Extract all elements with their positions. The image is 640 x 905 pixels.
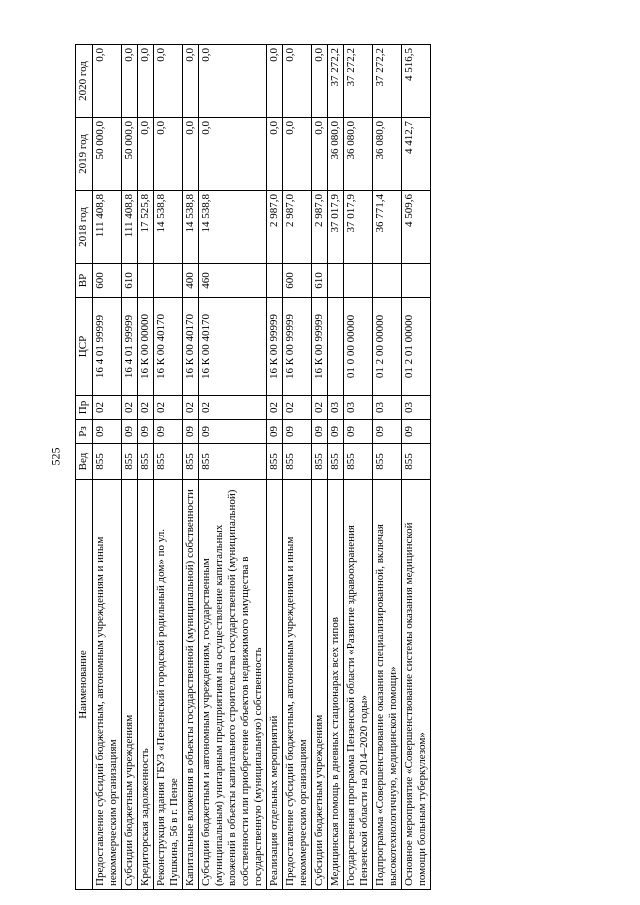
cell-2018: 2 987,0: [267, 191, 283, 264]
cell-csr: 16 К 00 99999: [312, 298, 328, 396]
table-header-row: [76, 45, 93, 890]
table-row: [402, 45, 431, 890]
table-row: [93, 45, 122, 890]
cell-2019: 4 412,7: [402, 118, 431, 191]
cell-2020: 0,0: [138, 45, 154, 118]
cell-vr: [344, 264, 373, 298]
cell-ved: 855: [283, 444, 312, 480]
header-2020: 2020 год: [76, 45, 93, 118]
cell-name: Основное мероприятие «Совершенствование системы оказания медицинской помощи больным туберкулезом»: [402, 480, 431, 890]
cell-pr: 03: [344, 396, 373, 420]
cell-2018: 36 771,4: [373, 191, 402, 264]
table-row: [138, 45, 154, 890]
table-row: [267, 45, 283, 890]
cell-ved: 855: [373, 444, 402, 480]
cell-2020: 37 272,2: [328, 45, 344, 118]
table-row: [183, 45, 199, 890]
cell-vr: 600: [93, 264, 122, 298]
cell-rz: 09: [267, 420, 283, 444]
header-pr: Пр: [76, 396, 93, 420]
cell-csr: 01 2 01 00000: [402, 298, 431, 396]
cell-pr: 02: [283, 396, 312, 420]
cell-rz: 09: [373, 420, 402, 444]
page-number: 525: [48, 447, 63, 466]
cell-csr: 16 К 00 99999: [283, 298, 312, 396]
cell-csr: 16 К 00 99999: [267, 298, 283, 396]
cell-2018: 17 525,8: [138, 191, 154, 264]
cell-ved: 855: [267, 444, 283, 480]
cell-name: Медицинская помощь в дневных стационарах всех типов: [328, 480, 344, 890]
header-2019: 2019 год: [76, 118, 93, 191]
cell-2018: 37 017,9: [328, 191, 344, 264]
cell-name: Предоставление субсидий бюджетным, автономным учреждениям и иным некоммерческим организациям: [93, 480, 122, 890]
cell-2019: 36 080,0: [344, 118, 373, 191]
cell-pr: 02: [312, 396, 328, 420]
cell-vr: 610: [312, 264, 328, 298]
cell-name: Субсидии бюджетным учреждениям: [312, 480, 328, 890]
cell-csr: [328, 298, 344, 396]
cell-vr: 600: [283, 264, 312, 298]
cell-name: Подпрограмма «Совершенствование оказания специализированной, включая высокотехнологичную, медицинской помощи»: [373, 480, 402, 890]
cell-ved: 855: [328, 444, 344, 480]
header-name: Наименование: [76, 480, 93, 890]
cell-vr: 610: [122, 264, 138, 298]
cell-name: Предоставление субсидий бюджетным, автономным учреждениям и иным некоммерческим организациям: [283, 480, 312, 890]
budget-table: [75, 44, 431, 890]
cell-2018: 14 538,8: [183, 191, 199, 264]
cell-rz: 09: [199, 420, 267, 444]
cell-2018: 111 408,8: [93, 191, 122, 264]
cell-pr: 02: [154, 396, 183, 420]
cell-pr: 02: [138, 396, 154, 420]
cell-rz: 09: [283, 420, 312, 444]
cell-2018: 4 509,6: [402, 191, 431, 264]
cell-vr: [373, 264, 402, 298]
cell-2020: 0,0: [183, 45, 199, 118]
table-row: [344, 45, 373, 890]
cell-2020: 4 516,5: [402, 45, 431, 118]
table-row: [283, 45, 312, 890]
cell-2019: 0,0: [283, 118, 312, 191]
cell-vr: [138, 264, 154, 298]
cell-pr: 02: [199, 396, 267, 420]
cell-rz: 09: [93, 420, 122, 444]
cell-rz: 09: [344, 420, 373, 444]
cell-2018: 2 987,0: [283, 191, 312, 264]
cell-2020: 0,0: [283, 45, 312, 118]
cell-2019: 50 000,0: [93, 118, 122, 191]
cell-2019: 0,0: [312, 118, 328, 191]
cell-pr: 02: [267, 396, 283, 420]
cell-name: Государственная программа Пензенской области «Развитие здравоохранения Пензенской области на 2014–2020 годы»: [344, 480, 373, 890]
cell-2019: 36 080,0: [328, 118, 344, 191]
cell-pr: 02: [183, 396, 199, 420]
cell-csr: 16 4 01 99999: [93, 298, 122, 396]
cell-ved: 855: [93, 444, 122, 480]
cell-csr: 16 К 00 40170: [199, 298, 267, 396]
cell-ved: 855: [402, 444, 431, 480]
cell-name: Субсидии бюджетным и автономным учреждениям, государственным (муниципальным) унитарным предприятиям на осуществление капитальных вложений в объекты капитального строительства государственной (муниципальной) собственности или приобретение объектов недвижимого имущества в государственную (муниципальную) собственность: [199, 480, 267, 890]
cell-ved: 855: [154, 444, 183, 480]
cell-2018: 37 017,9: [344, 191, 373, 264]
cell-2020: 0,0: [154, 45, 183, 118]
table-row: [328, 45, 344, 890]
cell-ved: 855: [199, 444, 267, 480]
cell-pr: 03: [373, 396, 402, 420]
cell-rz: 09: [122, 420, 138, 444]
cell-2019: 0,0: [267, 118, 283, 191]
cell-name: Капитальные вложения в объекты государственной (муниципальной) собственности: [183, 480, 199, 890]
cell-2019: 36 080,0: [373, 118, 402, 191]
table-row: [373, 45, 402, 890]
cell-name: Субсидии бюджетным учреждениям: [122, 480, 138, 890]
cell-pr: 02: [93, 396, 122, 420]
cell-2020: 0,0: [199, 45, 267, 118]
cell-2018: 14 538,8: [199, 191, 267, 264]
cell-2019: 50 000,0: [122, 118, 138, 191]
cell-csr: 16 К 00 40170: [154, 298, 183, 396]
cell-2020: 0,0: [93, 45, 122, 118]
cell-csr: 16 4 01 99999: [122, 298, 138, 396]
cell-2019: 0,0: [199, 118, 267, 191]
header-rz: Рз: [76, 420, 93, 444]
cell-ved: 855: [312, 444, 328, 480]
budget-table-container: [75, 45, 635, 890]
cell-ved: 855: [138, 444, 154, 480]
cell-ved: 855: [344, 444, 373, 480]
header-2018: 2018 год: [76, 191, 93, 264]
cell-vr: [328, 264, 344, 298]
cell-2018: 111 408,8: [122, 191, 138, 264]
cell-2019: 0,0: [138, 118, 154, 191]
cell-ved: 855: [122, 444, 138, 480]
cell-name: Кредиторская задолженность: [138, 480, 154, 890]
table-row: [122, 45, 138, 890]
cell-2020: 0,0: [267, 45, 283, 118]
cell-2019: 0,0: [183, 118, 199, 191]
cell-2020: 37 272,2: [344, 45, 373, 118]
cell-2020: 0,0: [312, 45, 328, 118]
cell-name: Реализация отдельных мероприятий: [267, 480, 283, 890]
table-row: [154, 45, 183, 890]
cell-2018: 14 538,8: [154, 191, 183, 264]
cell-pr: 03: [402, 396, 431, 420]
header-vr: ВР: [76, 264, 93, 298]
cell-name: Реконструкция здания ГБУЗ «Пензенский городской родильный дом» по ул. Пушкина, 56 в г. Пензе: [154, 480, 183, 890]
cell-2018: 2 987,0: [312, 191, 328, 264]
cell-csr: 16 К 00 40170: [183, 298, 199, 396]
cell-csr: 01 2 00 00000: [373, 298, 402, 396]
cell-rz: 09: [312, 420, 328, 444]
cell-rz: 09: [154, 420, 183, 444]
header-csr: ЦСР: [76, 298, 93, 396]
cell-rz: 09: [402, 420, 431, 444]
cell-vr: 460: [199, 264, 267, 298]
table-row: [312, 45, 328, 890]
cell-vr: 400: [183, 264, 199, 298]
header-ved: Вед: [76, 444, 93, 480]
cell-pr: 02: [122, 396, 138, 420]
cell-vr: [267, 264, 283, 298]
table-row: [199, 45, 267, 890]
cell-vr: [154, 264, 183, 298]
cell-ved: 855: [183, 444, 199, 480]
cell-rz: 09: [328, 420, 344, 444]
cell-2020: 0,0: [122, 45, 138, 118]
cell-vr: [402, 264, 431, 298]
cell-csr: 01 0 00 00000: [344, 298, 373, 396]
cell-2020: 37 272,2: [373, 45, 402, 118]
cell-2019: 0,0: [154, 118, 183, 191]
cell-rz: 09: [183, 420, 199, 444]
cell-pr: 03: [328, 396, 344, 420]
cell-rz: 09: [138, 420, 154, 444]
cell-csr: 16 К 00 00000: [138, 298, 154, 396]
